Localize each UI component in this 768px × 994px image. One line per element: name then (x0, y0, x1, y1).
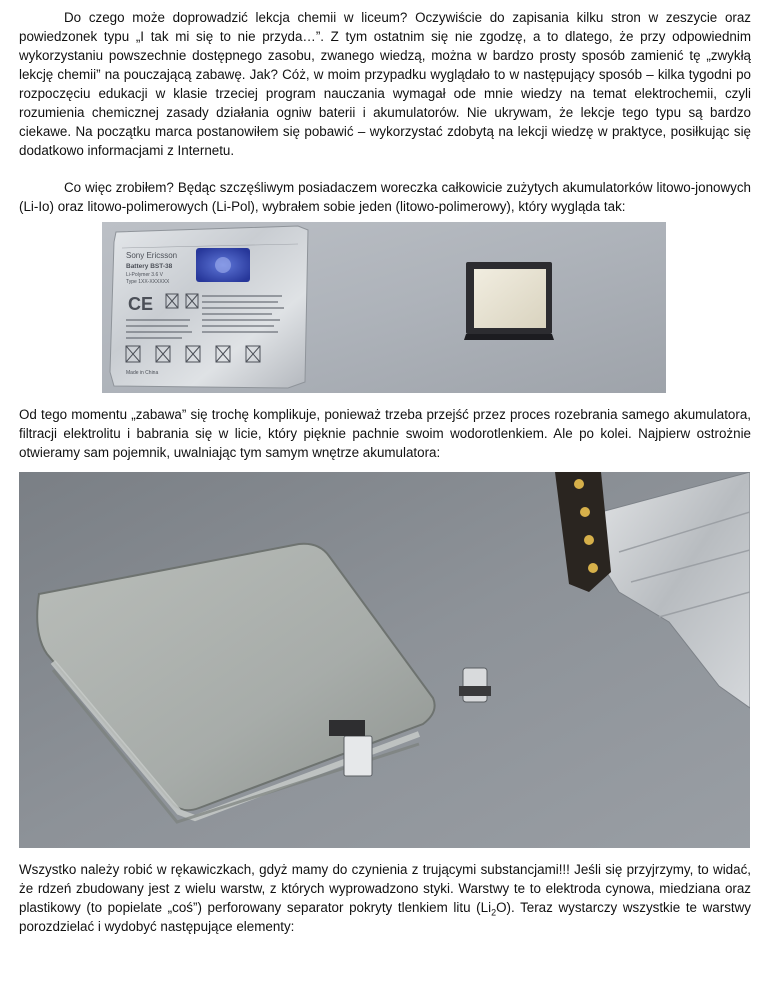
label-model: Battery BST-38 (126, 263, 173, 270)
label-brand: Sony Ericsson (126, 251, 178, 260)
terminal-tab (463, 668, 487, 702)
battery-core-photo (19, 472, 750, 848)
paragraph-warning (19, 860, 751, 936)
label-origin: Made in China (126, 370, 159, 376)
ce-mark: CE (128, 294, 154, 314)
battery-label-photo (102, 222, 666, 393)
warning-text: Wszystko należy robić w rękawiczkach, gdyż mamy do czynienia z trującymi substancjami!!! Jeśli się przyjrzymy, to widać, że rdzeń zbudowany jest z wielu warstw, z których wyprowadzono styki. Warstwy te to elektroda cynowa, miedziana oraz plastikowy (to popielate „coś”) perforowany separator pokryty tlenkiem litu (Li (19, 862, 751, 915)
terminal-tab (344, 736, 372, 776)
label-type: Type 1XX-XXXXXX (126, 279, 170, 285)
paragraph-battery-choice: Co więc zrobiłem? Będąc szczęśliwym posiadaczem woreczka całkowicie zużytych akumulatorków litowo-jonowych (Li-Io) oraz litowo-polimerowych (Li-Pol), wybrałem sobie jeden (litowo-polimerowy), który wygląda tak: (19, 180, 751, 214)
paragraph-intro: Do czego może doprowadzić lekcja chemii w liceum? Oczywiście do zapisania kilku stron w zeszycie oraz powiedzonek typu „I tak mi się to nie przyda…”. Z tym ostatnim się nie zgodzę, a to dlatego, że przy odpowiednim wykorzystaniu powszechnie dostępnego zasobu, zwanego wiedzą, można w bardzo prosty sposób zamienić tę „zwykłą lekcję chemii” na pouczającą zabawę. Jak? Cóż, w moim przypadku wyglądało to w następujący sposób – kilka tygodni po rozpoczęciu edukacji w klasie trzeciej program nauczania wymagał ode mnie wiedzy na temat elektrochemii, czyli rozumienia chemicznej zasady działania ogniw baterii i akumulatorów. Nie ukrywam, że lekcje tego typu są bardzo ciekawe. Na początku marca postanowiłem się pobawić – wykorzystać zdobytą na lekcji wiedzę w praktyce, posiłkując się dodatkowo informacjami z Internetu. (19, 10, 751, 158)
subscript-two: 2 (491, 907, 497, 918)
label-chemistry: Li-Polymer 3.6 V (126, 272, 163, 278)
paragraph-disassembly: Od tego momentu „zabawa” się trochę komplikuje, ponieważ trzeba przejść przez proces rozebrania samego akumulatora, filtracji elektrolitu i babrania się w licie, który pięknie pachnie swoim wodorotlenkiem. Ale po kolei. Najpierw ostrożnie otwieramy sam pojemnik, uwalniając tym samym wnętrze akumulatora: (19, 407, 751, 460)
warning-text-end: O). Teraz wystarczy wszystkie te warstwy porozdzielać i wydobyć następujące elementy: (19, 900, 751, 934)
